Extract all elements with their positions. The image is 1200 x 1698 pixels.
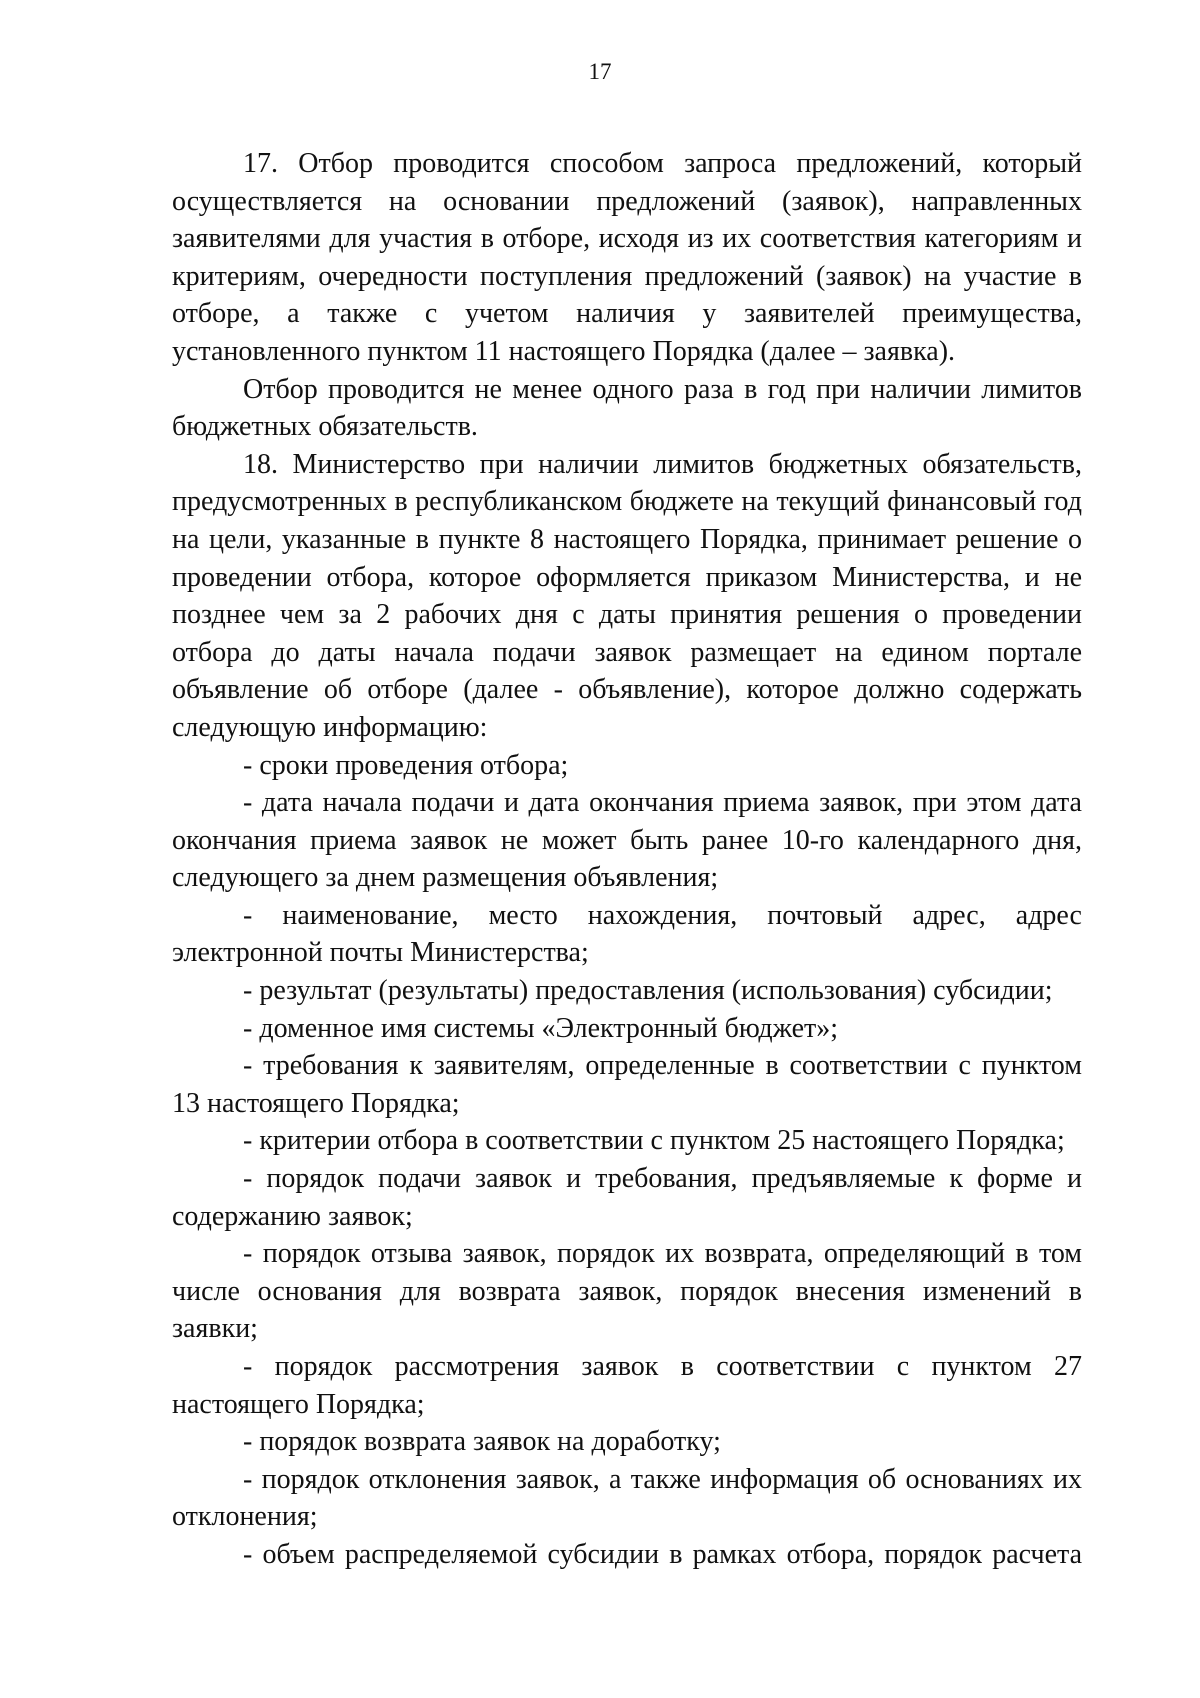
list-item: - дата начала подачи и дата окончания приема заявок, при этом дата окончания приема заявок не может быть ранее 10-го календарного дня, следующего за днем размещения объявления;	[172, 787, 1082, 894]
list-item: - наименование, место нахождения, почтовый адрес, адрес электронной почты Министерства;	[172, 899, 1082, 969]
paragraph-selection-frequency: Отбор проводится не менее одного раза в год при наличии лимитов бюджетных обязательств.	[172, 373, 1082, 443]
paragraph-item-17: 17. Отбор проводится способом запроса предложений, который осуществляется на основании предложений (заявок), направленных заявителями для участия в отборе, исходя из их соответствия категориям и критериям, очередности поступления предложений (заявок) на участие в отборе, а также с учетом наличия у заявителей преимущества, установленного пунктом 11 настоящего Порядка (далее – заявка).	[172, 148, 1082, 367]
document-body	[172, 145, 1082, 1574]
list-item: - объем распределяемой субсидии в рамках отбора, порядок расчета	[243, 1538, 1082, 1570]
list-item: - порядок отзыва заявок, порядок их возврата, определяющий в том числе основания для возврата заявок, порядок внесения изменений в заявки;	[172, 1238, 1082, 1345]
list-item: - требования к заявителям, определенные в соответствии с пунктом 13 настоящего Порядка;	[172, 1050, 1082, 1119]
list-item: - результат (результаты) предоставления (использования) субсидии;	[243, 975, 1053, 1007]
list-item: - порядок возврата заявок на доработку;	[243, 1426, 721, 1458]
list-item: - порядок отклонения заявок, а также информация об основаниях их отклонения;	[172, 1463, 1082, 1533]
list-item: - сроки проведения отбора;	[243, 749, 569, 781]
list-item: - доменное имя системы «Электронный бюджет»;	[243, 1012, 839, 1044]
list-item: - критерии отбора в соответствии с пунктом 25 настоящего Порядка;	[243, 1125, 1065, 1157]
paragraph-item-18: 18. Министерство при наличии лимитов бюджетных обязательств, предусмотренных в республиканском бюджете на текущий финансовый год на цели, указанные в пункте 8 настоящего Порядка, принимает решение о проведении отбора, которое оформляется приказом Министерства, и не позднее чем за 2 рабочих дня с даты принятия решения о проведении отбора до даты начала подачи заявок размещает на едином портале объявление об отборе (далее - объявление), которое должно содержать следующую информацию:	[172, 448, 1082, 743]
list-item: - порядок подачи заявок и требования, предъявляемые к форме и содержанию заявок;	[172, 1163, 1082, 1232]
list-item: - порядок рассмотрения заявок в соответствии с пунктом 27 настоящего Порядка;	[172, 1351, 1082, 1420]
page-number: 17	[588, 59, 612, 84]
